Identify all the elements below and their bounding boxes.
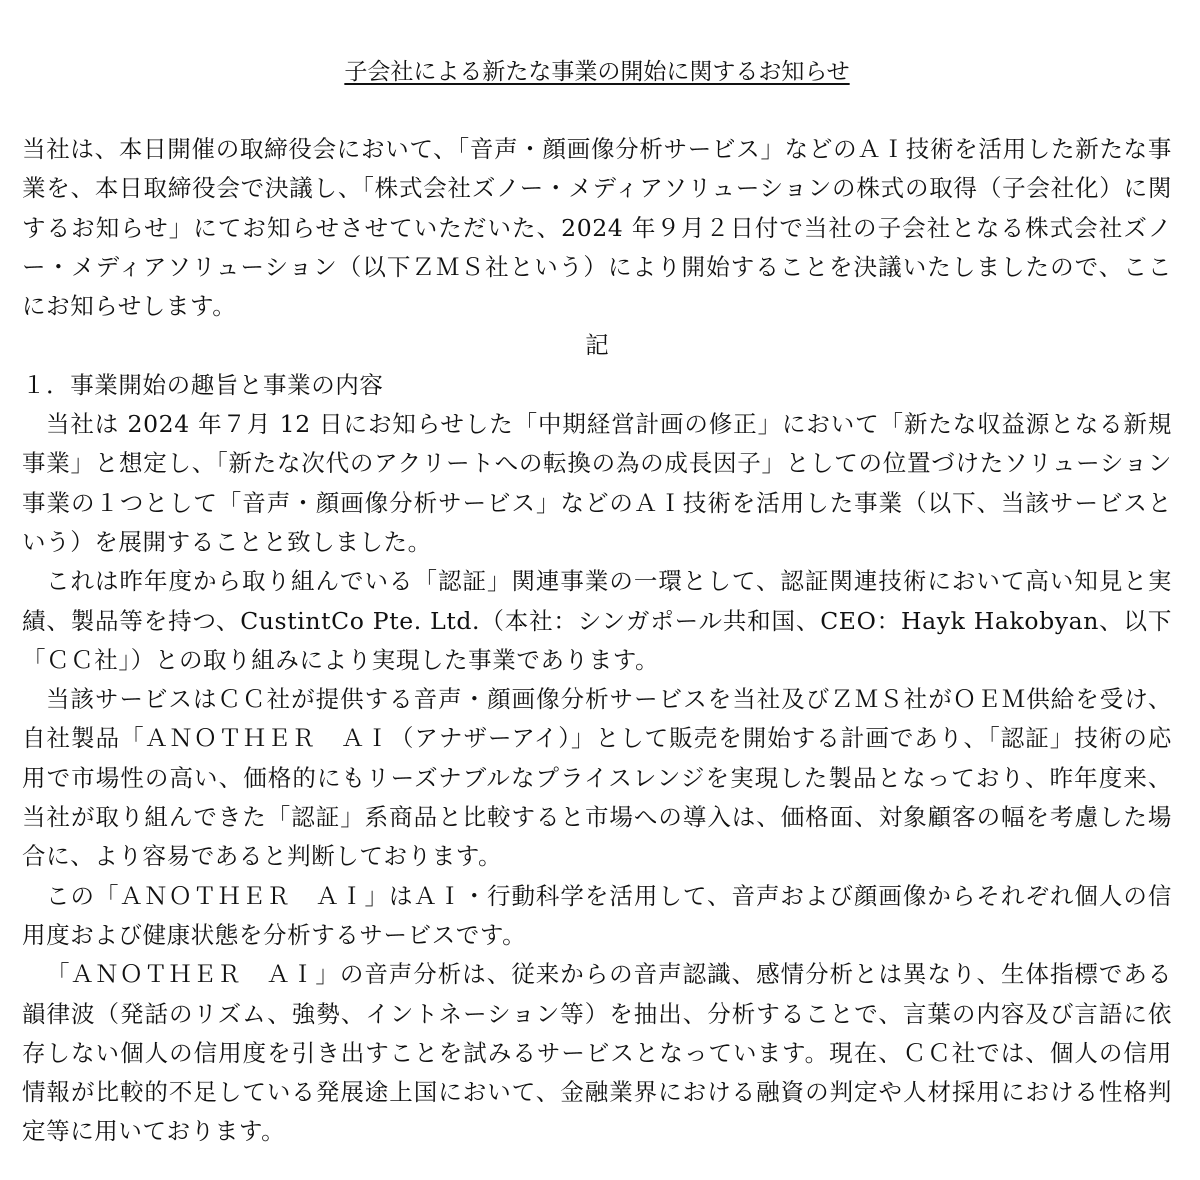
section-heading: １．事業開始の趣旨と事業の内容 [22, 370, 384, 399]
body-paragraph-3: 当該サービスはＣＣ社が提供する音声・顔画像分析サービスを当社及びＺＭＳ社がＯＥＭ供給を受け、自社製品「ＡＮＯＴＨＥＲ ＡＩ（アナザーアイ）」として販売を開始する計画であり、「認証」技術の応用で市場性の高い、価格的にもリーズナブルなプライスレンジを実現した製品となっており、昨年度来、当社が取り組んできた「認証」系商品と比較すると市場への導入は、価格面、対象顧客の幅を考慮した場合に、より容易であると判断しております。 [22, 685, 1172, 871]
body-paragraph-4: この「ＡＮＯＴＨＥＲ ＡＩ」はＡＩ・行動科学を活用して、音声および顔画像からそれぞれ個人の信用度および健康状態を分析するサービスです。 [22, 881, 1172, 949]
document-title-text: 子会社による新たな事業の開始に関するお知らせ [344, 59, 850, 85]
body-paragraph-5: 「ＡＮＯＴＨＥＲ ＡＩ」の音声分析は、従来からの音声認識、感情分析とは異なり、生体指標である韻律波（発話のリズム、強勢、イントネーション等）を抽出、分析することで、言葉の内容及び言語に依存しない個人の信用度を引き出すことを試みるサービスとなっています。現在、ＣＣ社では、個人の信用情報が比較的不足している発展途上国において、金融業界における融資の判定や人材採用における性格判定等に用いております。 [22, 960, 1172, 1146]
body-paragraph-1: 当社は 2024 年７月 12 日にお知らせした「中期経営計画の修正」において「新たな収益源となる新規事業」と想定し、「新たな次代のアクリートへの転換の為の成長因子」としての位置づけたソリューション事業の１つとして「音声・顔画像分析サービス」などのＡＩ技術を活用した事業（以下、当該サービスという）を展開することと致しました。 [22, 410, 1172, 556]
ki-marker: 記 [585, 331, 609, 360]
document-page [22, 52, 1172, 1152]
body-paragraph-2: これは昨年度から取り組んでいる「認証」関連事業の一環として、認証関連技術において高い知見と実績、製品等を持つ、CustintCo Pte. Ltd.（本社：シンガポール共和国、CEO：Hayk Hakobyan、以下「ＣＣ社」）との取り組みにより実現した事業であります。 [22, 567, 1172, 674]
intro-paragraph: 当社は、本日開催の取締役会において、「音声・顔画像分析サービス」などのＡＩ技術を活用した新たな事業を、本日取締役会で決議し、「株式会社ズノー・メディアソリューションの株式の取得（子会社化）に関するお知らせ」にてお知らせさせていただいた、2024 年９月２日付で当社の子会社となる株式会社ズノー・メディアソリューション（以下ＺＭＳ社という）により開始することを決議いたしましたので、ここにお知らせします。 [22, 135, 1172, 321]
document-title [22, 52, 1172, 92]
